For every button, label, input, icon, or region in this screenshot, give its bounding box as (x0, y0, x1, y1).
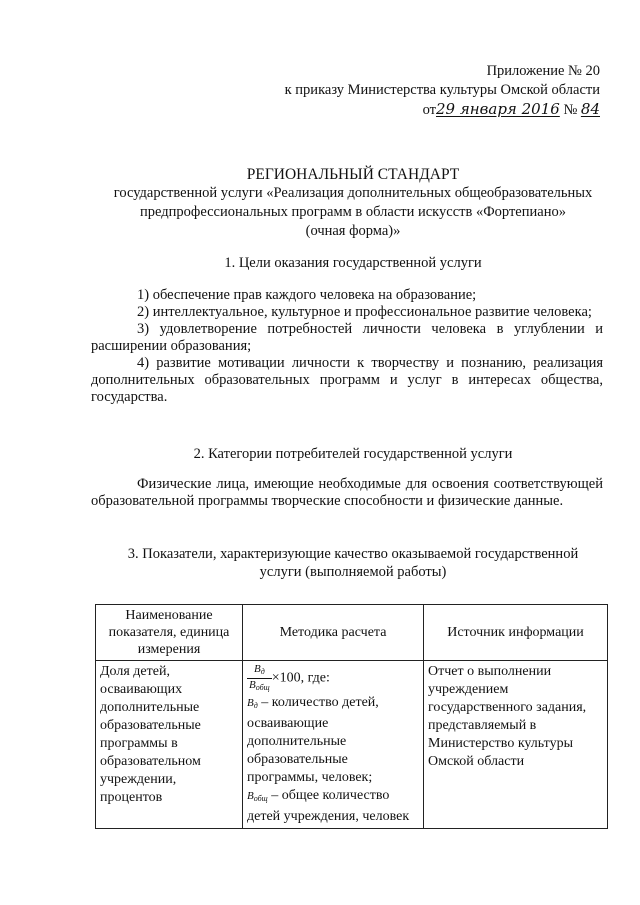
def1-text: – количество детей, осваивающие дополнительные образовательные программы, человек; (247, 695, 379, 785)
section3-heading-line2: услуги (выполняемой работы) (259, 564, 447, 580)
def2-sub: общ (253, 794, 268, 803)
formula-denominator-sub: общ (255, 683, 270, 692)
def2-text: – общее количество детей учреждения, человек (247, 788, 410, 824)
number-prefix: № (563, 102, 578, 118)
header-source: Источник информации (424, 605, 608, 661)
cell-method (243, 661, 424, 829)
cell-source: Отчет о выполнении учреждением государственного задания, представляемый в Министерство культуры Омской области (424, 661, 608, 829)
section2-text: Физические лица, имеющие необходимые для освоения соответствующей образовательной программы творческие способности и физические данные. (91, 476, 603, 509)
handwritten-date: 29 января 2016 (435, 100, 560, 118)
document-header (285, 62, 600, 120)
section1-list (91, 287, 603, 406)
formula (247, 663, 419, 694)
formula-numerator-sub: д (260, 667, 265, 676)
formula-denominator: В (249, 679, 256, 691)
section1-heading: 1. Цели оказания государственной услуги (224, 255, 482, 271)
list-item: 1) обеспечение прав каждого человека на образование; (137, 287, 477, 303)
appendix-number: Приложение № 20 (486, 63, 600, 79)
def1-variable: В (247, 697, 254, 709)
list-item: 3) удовлетворение потребностей личности человека в углублении и расширении образования; (91, 321, 603, 354)
handwritten-number: 84 (580, 100, 600, 118)
document-title (80, 165, 626, 241)
definition-1 (247, 694, 419, 787)
title-main: РЕГИОНАЛЬНЫЙ СТАНДАРТ (246, 166, 460, 183)
list-item: 2) интеллектуальное, культурное и профессиональное развитие человека; (137, 304, 592, 320)
def2-variable: В (247, 790, 254, 802)
title-line-2: государственной услуги «Реализация дополнительных общеобразовательных (113, 185, 593, 201)
cell-indicator: Доля детей, осваивающих дополнительные образовательные программы в образовательном учреждении, процентов (96, 661, 243, 829)
formula-numerator: В (253, 663, 261, 675)
title-line-4: (очная форма)» (305, 223, 401, 239)
definition-2 (247, 787, 419, 826)
indicators-table (95, 604, 608, 829)
formula-tail: ×100, где: (271, 670, 330, 686)
section2-body (91, 476, 603, 510)
header-method: Методика расчета (243, 605, 424, 661)
section2-heading: 2. Категории потребителей государственной услуги (193, 446, 513, 462)
title-line-3: предпрофессиональных программ в области искусств «Фортепиано» (140, 204, 566, 220)
header-indicator: Наименование показателя, единица измерения (96, 605, 243, 661)
section3-heading-line1: 3. Показатели, характеризующие качество оказываемой государственной (127, 546, 579, 562)
formula-fraction (247, 663, 272, 694)
order-date-line (285, 100, 600, 120)
section3-heading (80, 545, 626, 581)
order-reference: к приказу Министерства культуры Омской области (284, 82, 600, 98)
table-header-row (96, 605, 608, 661)
list-item: 4) развитие мотивации личности к творчеству и познанию, реализация дополнительных образовательных программ и услуг в интересах общества, государства. (91, 355, 603, 405)
def1-sub: д (253, 701, 258, 710)
table-row (96, 661, 608, 829)
from-prefix: от (422, 102, 436, 118)
